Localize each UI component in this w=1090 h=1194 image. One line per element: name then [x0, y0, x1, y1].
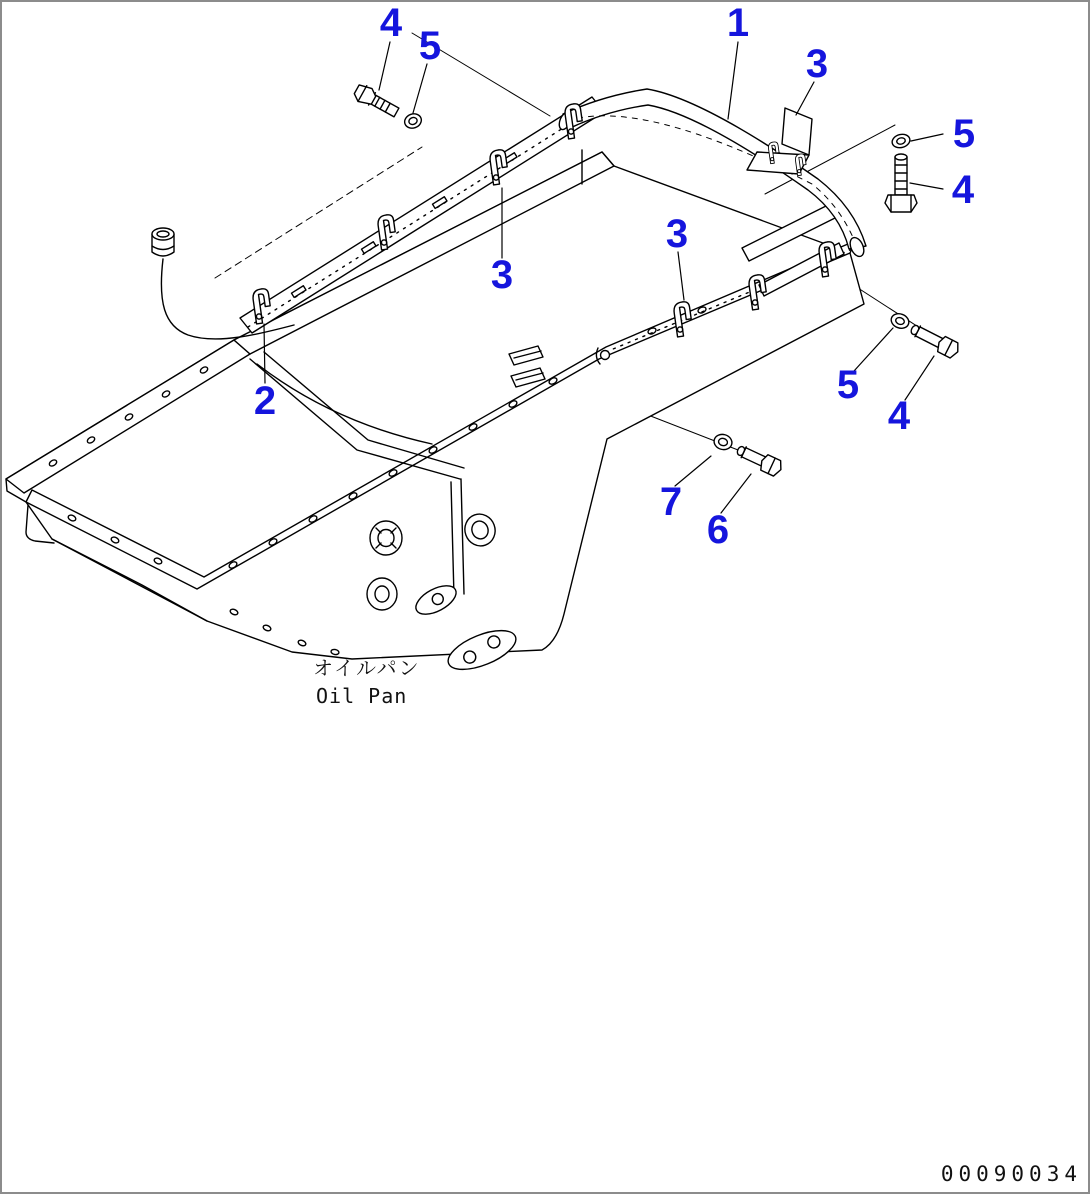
callout-2[interactable]: 2	[253, 379, 277, 423]
drawing-number: 00090034	[940, 1162, 1082, 1186]
callout-5a[interactable]: 5	[418, 24, 442, 68]
callout-4b[interactable]: 4	[951, 168, 975, 212]
callout-5c[interactable]: 5	[836, 363, 860, 407]
callout-1[interactable]: 1	[726, 1, 750, 45]
callout-4c[interactable]: 4	[887, 394, 911, 438]
callout-3a[interactable]: 3	[805, 42, 829, 86]
callout-4a[interactable]: 4	[379, 1, 403, 45]
callout-6[interactable]: 6	[706, 508, 730, 552]
part-caption-japanese: オイルパン	[313, 656, 421, 680]
callout-5b[interactable]: 5	[952, 112, 976, 156]
callout-7[interactable]: 7	[659, 480, 683, 524]
oil-pan-line-art	[2, 2, 1088, 1192]
callout-3b[interactable]: 3	[490, 253, 514, 297]
part-caption-english: Oil Pan	[316, 684, 408, 708]
callout-3c[interactable]: 3	[665, 212, 689, 256]
